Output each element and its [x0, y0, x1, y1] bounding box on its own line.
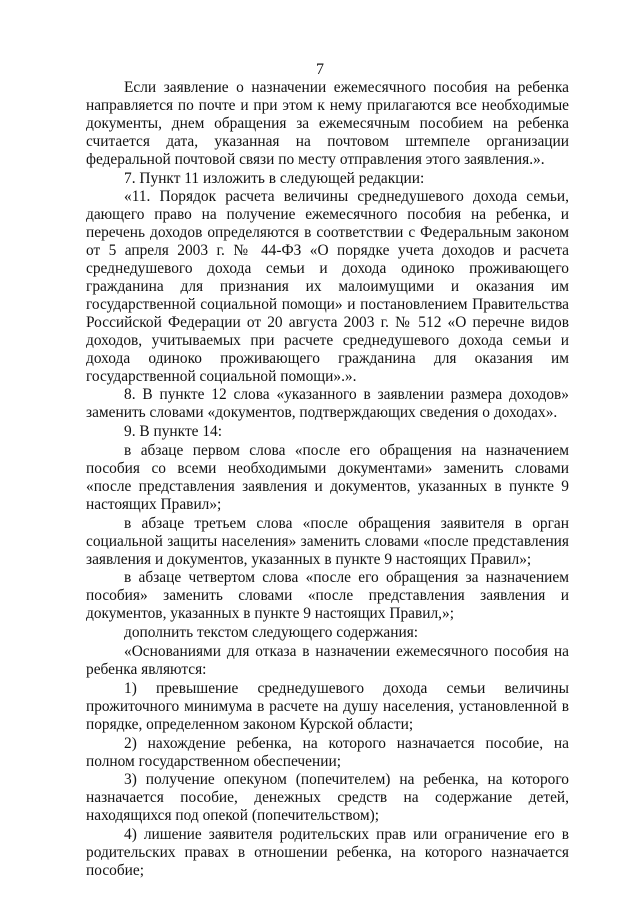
document-body [86, 79, 569, 880]
paragraph: дополнить текстом следующего содержания: [124, 624, 419, 642]
paragraph: Если заявление о назначении ежемесячного пособия на ребенка направляется по почте и при этом к нему прилагаются все необходимые документы, днем обращения за ежемесячным пособием на ребенка считается дата, указанная на почтовом штемпеле организации федеральной почтовой связи по месту отправления этого заявления.». [86, 79, 569, 168]
list-item: 4) лишение заявителя родительских прав или ограничение его в родительских правах в отношении ребенка, на которого назначается пособие; [86, 826, 569, 879]
list-item: 2) нахождение ребенка, на которого назначается пособие, на полном государственном обеспечении; [86, 734, 569, 770]
paragraph: в абзаце четвертом слова «после его обращения за назначением пособия» заменить словами «после представления заявления и документов, указанных в пункте 9 настоящих Правил,»; [86, 569, 569, 623]
paragraph: 9. В пункте 14: [124, 423, 223, 441]
paragraph: в абзаце третьем слова «после обращения заявителя в орган социальной защиты населения» заменить словами «после представления заявления и документов, указанных в пункте 9 настоящих Правил»; [86, 514, 569, 568]
paragraph: в абзаце первом слова «после его обращения на назначением пособия со всеми необходимыми документами» заменить словами «после представления заявления и документов, указанных в пункте 9 настоящих Правил»; [86, 442, 569, 513]
paragraph: 8. В пункте 12 слова «указанного в заявлении размера доходов» заменить словами «документов, подтверждающих сведения о доходах». [86, 386, 569, 422]
page-number: 7 [316, 61, 324, 78]
paragraph: «Основаниями для отказа в назначении ежемесячного пособия на ребенка являются: [86, 643, 569, 678]
list-item: 3) получение опекуном (попечителем) на ребенка, на которого назначается пособие, денежных средств на содержание детей, находящихся под опекой (попечительством); [86, 771, 569, 825]
paragraph: 7. Пункт 11 изложить в следующей редакции: [124, 169, 425, 187]
list-item: 1) превышение среднедушевого дохода семьи величины прожиточного минимума в расчете на душу населения, установленной в порядке, определенном законом Курской области; [86, 679, 569, 733]
paragraph: «11. Порядок расчета величины среднедушевого дохода семьи, дающего право на получение ежемесячного пособия на ребенка, и перечень доходов определяются в соответствии с Федеральным законом от 5 апреля 2003 г. № 44-ФЗ «О порядке учета доходов и расчета среднедушевого дохода семьи и дохода одиноко проживающего гражданина для признания их малоимущими и оказания им государственной социальной помощи» и постановлением Правительства Российской Федерации от 20 августа 2003 г. № 512 «О перечне видов доходов, учитываемых при расчете среднедушевого дохода семьи и дохода одиноко проживающего гражданина для оказания им государственной социальной помощи».». [86, 188, 569, 385]
